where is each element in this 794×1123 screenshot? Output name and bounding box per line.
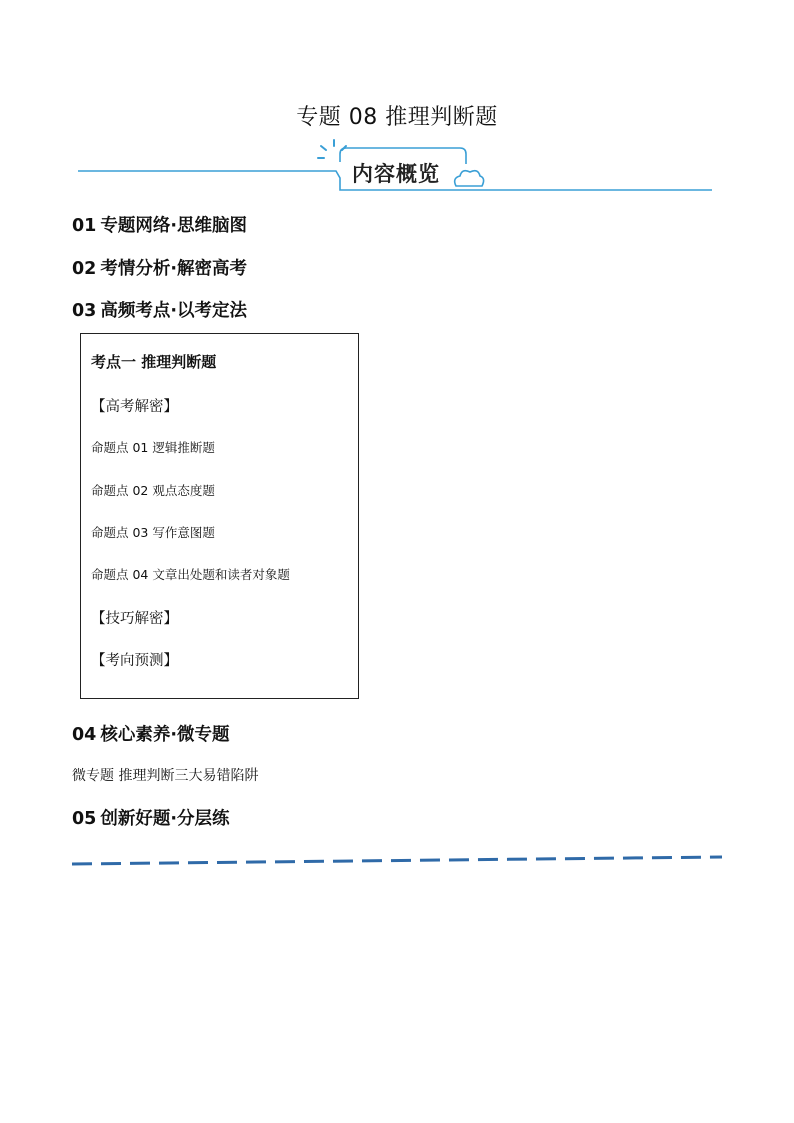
- document-title: 专题 08 推理判断题: [296, 105, 498, 130]
- section-02: [72, 255, 247, 280]
- sparkle-icon: [318, 140, 346, 158]
- box-bracket-skills: 【技巧解密】: [91, 611, 178, 627]
- box-point-03: 命题点 03 写作意图题: [91, 525, 215, 540]
- box-point-04: 命题点 04 文章出处题和读者对象题: [91, 567, 290, 582]
- box-point-01: 命题点 01 逻辑推断题: [91, 440, 215, 455]
- section-number: 04: [72, 725, 97, 745]
- box-heading: 考点一 推理判断题: [91, 353, 217, 371]
- box-bracket-gaokao: 【高考解密】: [91, 399, 178, 415]
- box-point-02: 命题点 02 观点态度题: [91, 483, 215, 498]
- section-text: 高频考点·以考定法: [100, 301, 248, 321]
- cloud-icon: [455, 171, 484, 186]
- exam-point-box: [80, 333, 359, 699]
- section-text: 创新好题·分层练: [100, 809, 230, 829]
- section-text: 核心素养·微专题: [100, 725, 230, 745]
- section-01: [72, 212, 247, 237]
- section-text: 考情分析·解密高考: [100, 259, 248, 279]
- box-bracket-forecast: 【考向预测】: [91, 653, 178, 669]
- section-number: 02: [72, 259, 97, 279]
- section-05: [72, 805, 230, 830]
- dashed-divider: [0, 848, 794, 872]
- content-overview-label: 内容概览: [352, 162, 440, 186]
- section-text: 专题网络·思维脑图: [100, 216, 248, 236]
- section-number: 01: [72, 216, 97, 236]
- section-number: 05: [72, 809, 97, 829]
- section-03: [72, 297, 247, 322]
- micro-topic-line: 微专题 推理判断三大易错陷阱: [72, 768, 259, 784]
- section-04: [72, 721, 230, 746]
- section-number: 03: [72, 301, 97, 321]
